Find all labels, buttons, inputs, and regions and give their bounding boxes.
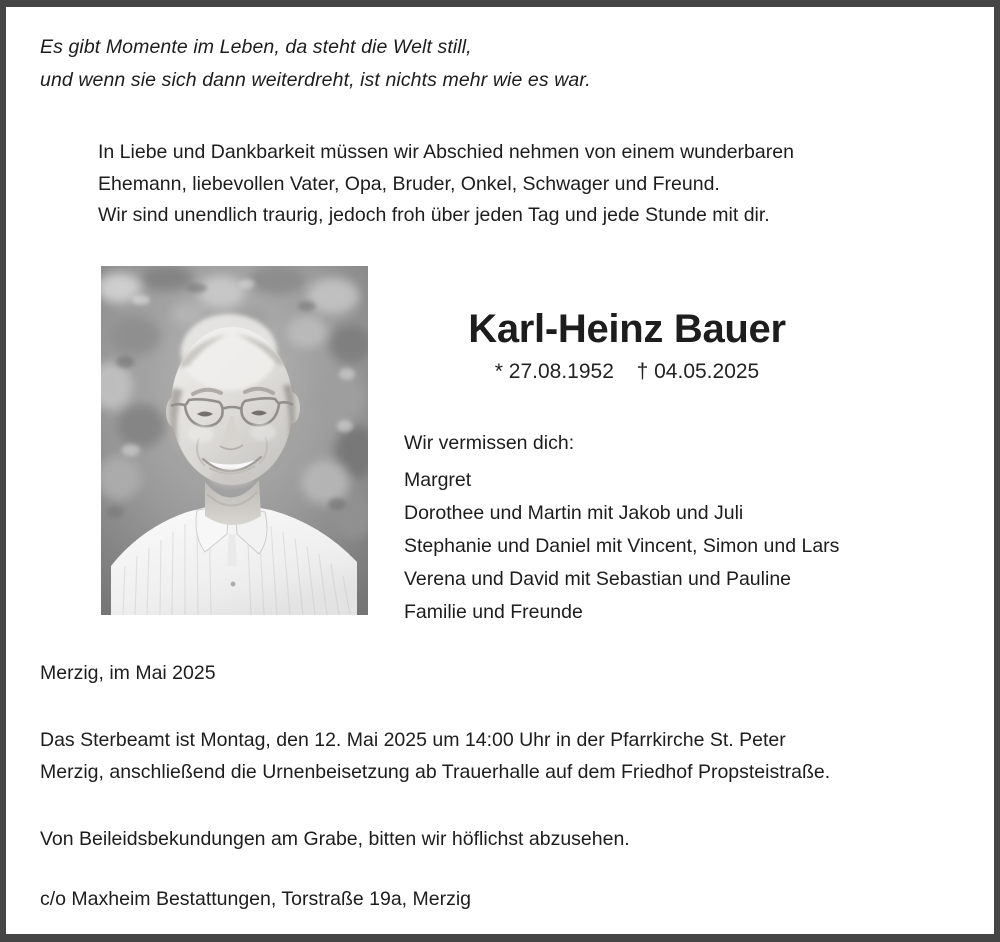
life-dates — [392, 359, 862, 385]
service-line-2: Merzig, anschließend die Urnenbeisetzung ab Trauerhalle auf dem Friedhof Propsteistraße. — [40, 760, 831, 783]
service-line-1: Das Sterbeamt ist Montag, den 12. Mai 2025 um 14:00 Uhr in der Pfarrkirche St. Peter — [40, 729, 786, 751]
death-date: 04.05.2025 — [654, 360, 760, 383]
family-lead-text: Wir vermissen dich: — [404, 432, 575, 454]
obituary-inner — [6, 7, 994, 934]
family-member: Verena und David mit Sebastian und Pauline — [404, 568, 792, 590]
family-member: Dorothee und Martin mit Jakob und Juli — [404, 502, 744, 524]
family-member: Margret — [404, 469, 472, 491]
cross-symbol-icon: † — [636, 360, 649, 383]
undertaker-info: c/o Maxheim Bestattungen, Torstraße 19a, Merzig — [40, 888, 472, 910]
condolence-note: Von Beileidsbekundungen am Grabe, bitten wir höflichst abzusehen. — [40, 828, 630, 850]
family-block — [404, 427, 944, 629]
birth-date: 27.08.1952 — [508, 360, 614, 383]
verse-line-2: und wenn sie sich dann weiterdreht, ist nichts mehr wie es war. — [40, 69, 591, 91]
verse-line-1: Es gibt Momente im Leben, da steht die Welt still, — [40, 36, 472, 58]
family-member: Stephanie und Daniel mit Vincent, Simon und Lars — [404, 535, 840, 557]
deceased-name-block — [392, 305, 862, 385]
funeral-service-details — [40, 725, 970, 788]
portrait-photo — [101, 266, 368, 615]
intro-paragraph — [98, 137, 928, 232]
place-and-date: Merzig, im Mai 2025 — [40, 662, 216, 684]
memorial-verse — [40, 31, 900, 97]
intro-line-2: Ehemann, liebevollen Vater, Opa, Bruder, Onkel, Schwager und Freund. — [98, 172, 720, 195]
page-title: Karl-Heinz Bauer — [468, 307, 786, 351]
family-member: Familie und Freunde — [404, 601, 583, 623]
intro-line-1: In Liebe und Dankbarkeit müssen wir Abschied nehmen von einem wunderbaren — [98, 141, 794, 163]
intro-line-3: Wir sind unendlich traurig, jedoch froh über jeden Tag und jede Stunde mit dir. — [98, 204, 770, 226]
birth-symbol-icon: * — [494, 360, 503, 383]
